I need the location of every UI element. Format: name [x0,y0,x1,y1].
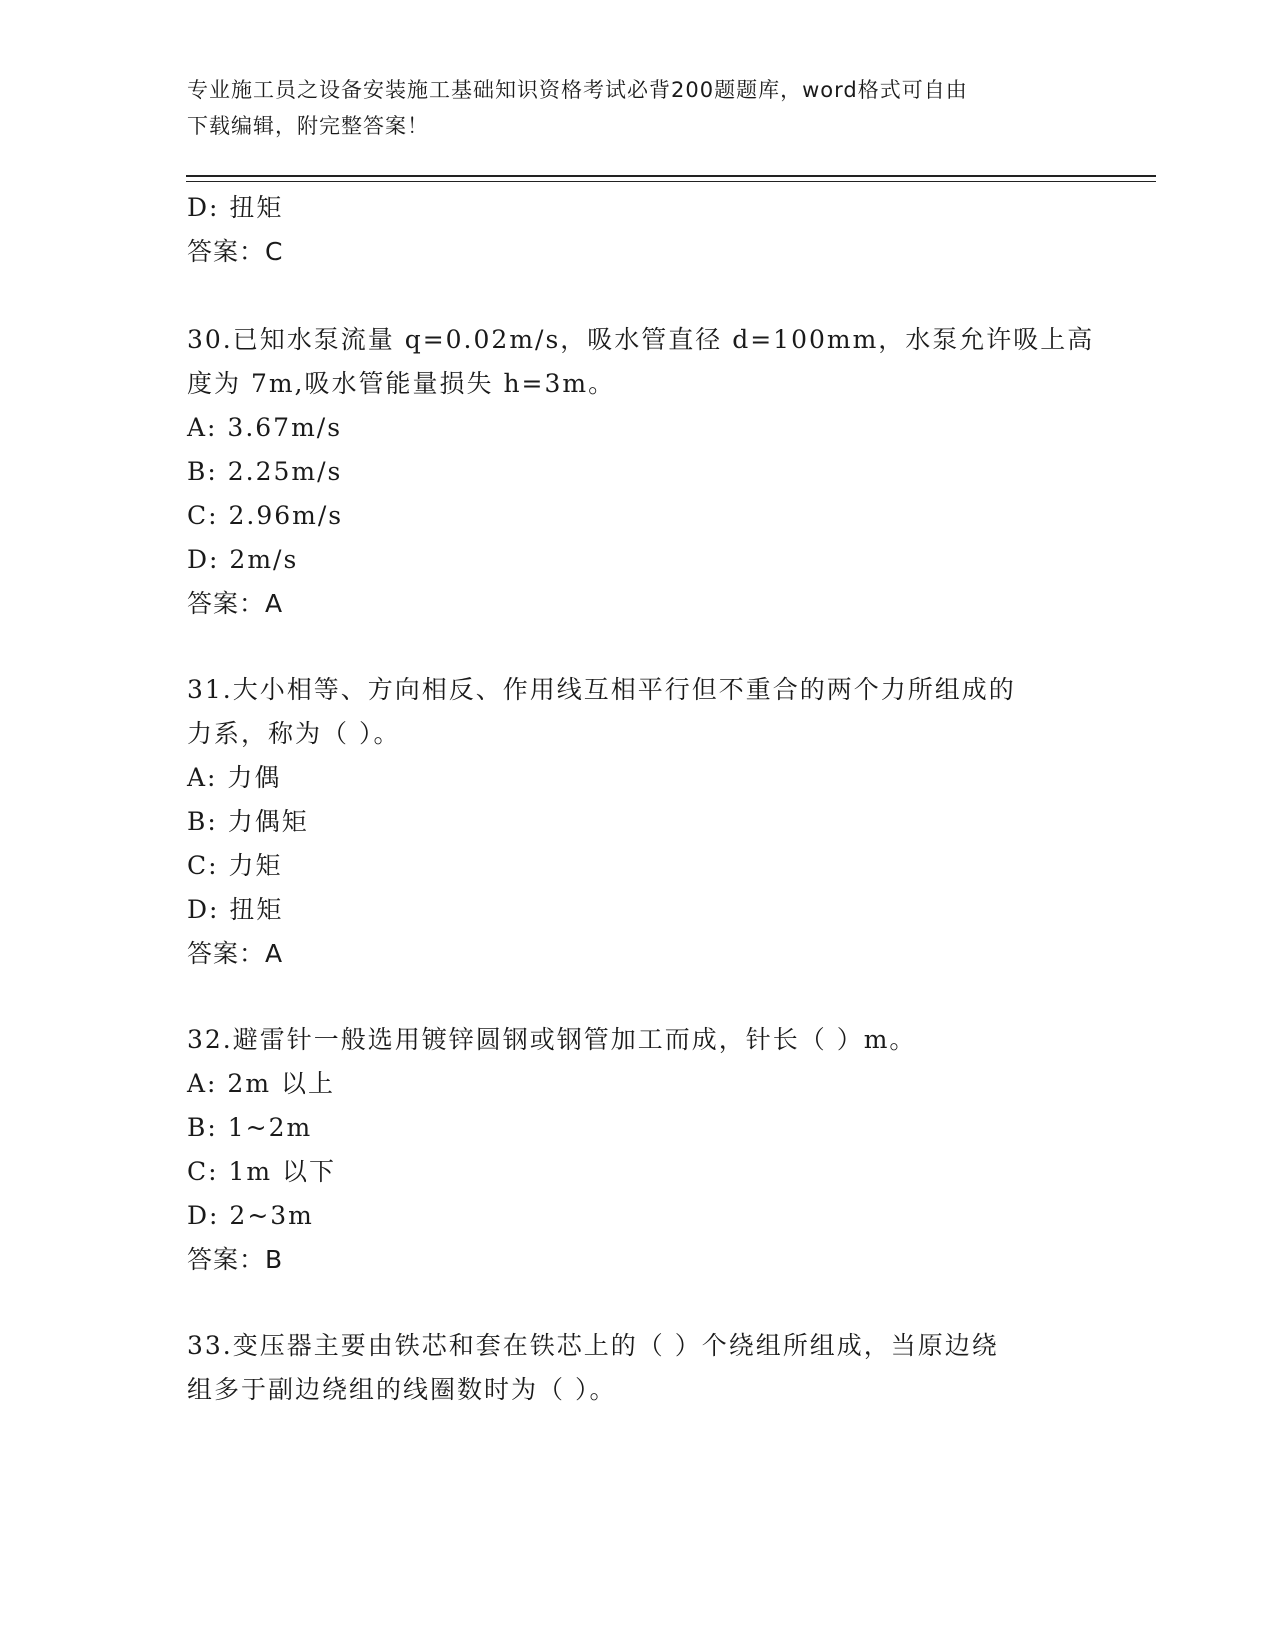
q31-stem-line-2: 力系，称为（ ）。 [187,719,401,748]
q32-option-c: C: 1m 以下 [187,1157,337,1186]
q30-option-b: B: 2.25m/s [187,457,343,486]
q33-stem-line-2: 组多于副边绕组的线圈数时为（ ）。 [187,1375,617,1404]
prev-option-d: D: 扭矩 [187,193,284,222]
q31-option-d: D: 扭矩 [187,895,284,924]
q32-option-a: A: 2m 以上 [187,1069,335,1098]
q32-option-d: D: 2~3m [187,1201,314,1230]
page-header [187,72,1067,144]
q31-stem-line-1: 31.大小相等、方向相反、作用线互相平行但不重合的两个力所组成的 [187,675,1016,704]
q30-stem-line-1: 30.已知水泵流量 q=0.02m/s，吸水管直径 d=100mm，水泵允许吸上高 [187,325,1095,354]
q32-stem-line-1: 32.避雷针一般选用镀锌圆钢或钢管加工而成，针长（ ）m。 [187,1025,917,1054]
q31-option-b: B: 力偶矩 [187,807,309,836]
q32-answer: 答案：B [187,1245,284,1274]
header-rule-thick [186,175,1156,177]
q30-option-c: C: 2.96m/s [187,501,344,530]
q30-stem-line-2: 度为 7m,吸水管能量损失 h=3m。 [187,369,616,398]
q31-answer: 答案：A [187,939,284,968]
q30-answer: 答案：A [187,589,284,618]
q33-stem-line-1: 33.变压器主要由铁芯和套在铁芯上的（ ）个绕组所组成，当原边绕 [187,1331,999,1360]
q31-option-a: A: 力偶 [187,763,282,792]
q30-option-d: D: 2m/s [187,545,299,574]
header-rule-thin [186,181,1156,182]
q31-option-c: C: 力矩 [187,851,283,880]
q30-option-a: A: 3.67m/s [187,413,343,442]
prev-answer: 答案：C [187,237,284,266]
header-line-1: 专业施工员之设备安装施工基础知识资格考试必背200题题库，word格式可自由 [187,78,968,102]
header-line-2: 下载编辑，附完整答案！ [187,114,429,138]
q32-option-b: B: 1~2m [187,1113,313,1142]
